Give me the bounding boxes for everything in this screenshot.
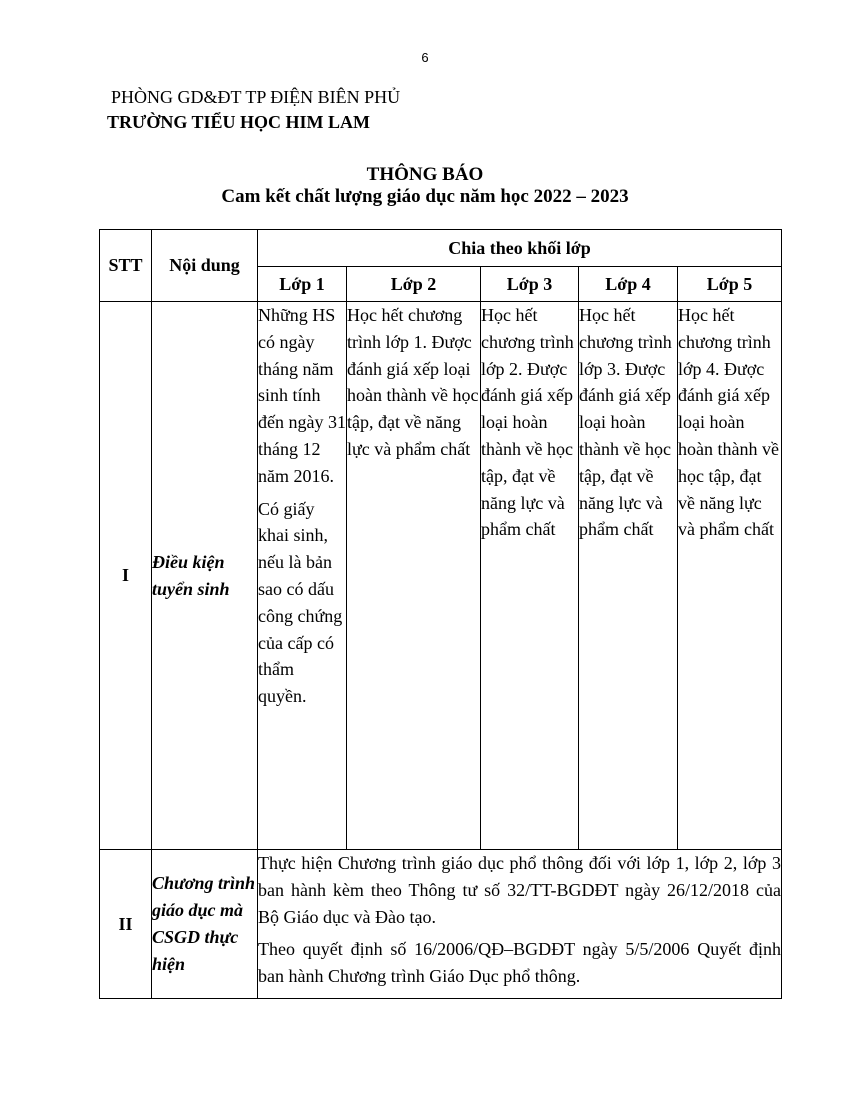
row-stt: II [100, 850, 152, 999]
grade-1-paragraph: Những HS có ngày tháng năm sinh tính đến ngày 31 tháng 12 năm 2016. [258, 305, 346, 486]
grade-5-paragraph: Học hết chương trình lớp 4. Được đánh giá xếp loại hoàn hoàn thành về học tập, đạt về năng lực và phẩm chất [678, 305, 779, 540]
grade-3-cell [481, 302, 579, 850]
header-stt: STT [100, 230, 152, 302]
program-paragraph: Thực hiện Chương trình giáo dục phổ thông đối với lớp 1, lớp 2, lớp 3 ban hành kèm theo Thông tư số 32/TT-BGDĐT ngày 26/12/2018 của Bộ Giáo dục và Đào tạo. [258, 853, 781, 927]
table-header-row [100, 230, 782, 267]
department-name: PHÒNG GD&ĐT TP ĐIỆN BIÊN PHỦ [111, 87, 401, 107]
program-paragraph: Theo quyết định số 16/2006/QĐ–BGDĐT ngày 5/5/2006 Quyết định ban hành Chương trình Giáo Dục phổ thông. [258, 939, 781, 987]
header-grade-3: Lớp 3 [481, 267, 579, 302]
school-name: TRƯỜNG TIỂU HỌC HIM LAM [107, 112, 371, 132]
table-row [100, 302, 782, 850]
header-grade-1: Lớp 1 [258, 267, 347, 302]
header-grade-group: Chia theo khối lớp [258, 230, 782, 267]
grade-2-cell [347, 302, 481, 850]
grade-1-cell [258, 302, 347, 850]
row-label: Chương trình giáo dục mà CSGD thực hiện [152, 850, 258, 999]
grade-5-cell [678, 302, 782, 850]
header-grade-2: Lớp 2 [347, 267, 481, 302]
row-stt: I [100, 302, 152, 850]
notice-title: THÔNG BÁO [366, 164, 484, 185]
row-label: Điều kiện tuyển sinh [152, 302, 258, 850]
header-grade-5: Lớp 5 [678, 267, 782, 302]
page-number: 6 [421, 50, 429, 65]
grade-3-paragraph: Học hết chương trình lớp 2. Được đánh giá xếp loại hoàn thành về học tập, đạt về năng lực và phẩm chất [481, 305, 574, 540]
table-row [100, 850, 782, 999]
grade-4-cell [579, 302, 678, 850]
grade-1-paragraph: Có giấy khai sinh, nếu là bản sao có dấu công chứng của cấp có thẩm quyền. [258, 498, 343, 707]
header-grade-4: Lớp 4 [579, 267, 678, 302]
grade-4-paragraph: Học hết chương trình lớp 3. Được đánh giá xếp loại hoàn thành về học tập, đạt về năng lực và phẩm chất [579, 305, 672, 540]
program-cell [258, 850, 782, 999]
notice-subtitle: Cam kết chất lượng giáo dục năm học 2022 – 2023 [221, 186, 629, 207]
header-content: Nội dung [152, 230, 258, 302]
commitment-table [99, 229, 782, 999]
grade-2-paragraph: Học hết chương trình lớp 1. Được đánh giá xếp loại hoàn thành về học tập, đạt về năng lực và phẩm chất [347, 305, 479, 459]
